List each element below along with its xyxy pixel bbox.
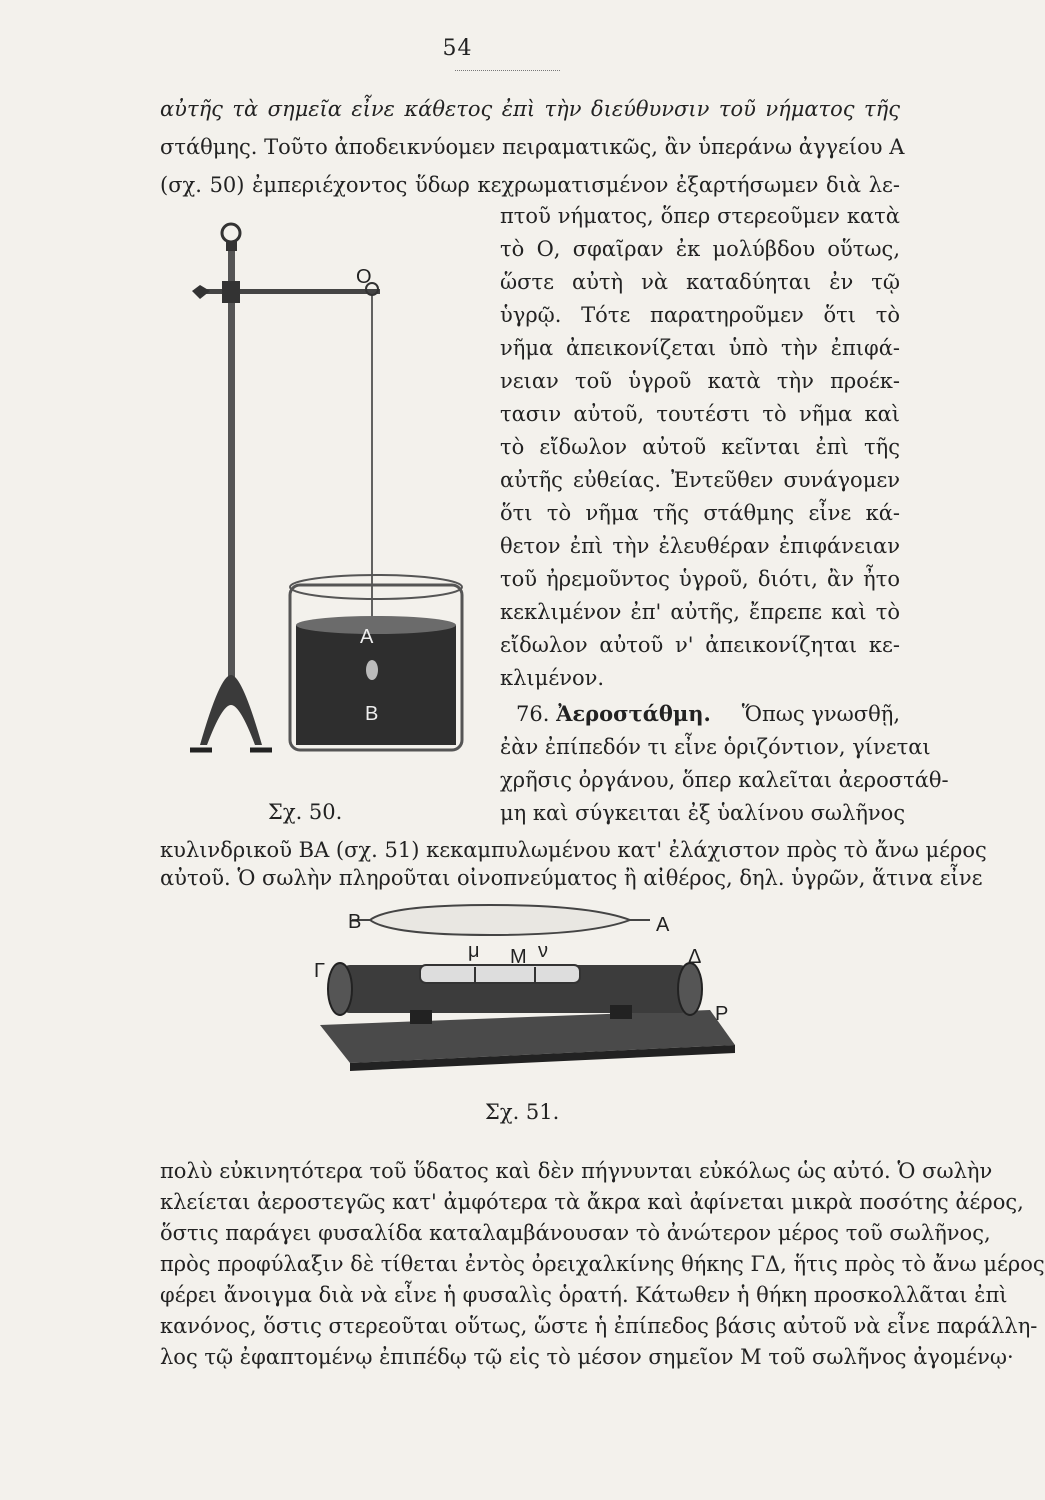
text-line: ὑγρῷ. Τότε παρατηροῦμεν ὅτι τὸ	[500, 303, 900, 327]
rod-screw-knob	[222, 224, 240, 242]
label-b: B	[365, 703, 379, 725]
text-line: χρῆσις ὀργάνου, ὅπερ καλεῖται ἀεροστάθ-	[500, 768, 949, 792]
text-line: ὅστις παράγει φυσαλίδα καταλαμβάνουσαν τὸ ἀνώτερον μέρος τοῦ σωλῆνος,	[160, 1221, 991, 1245]
text-line: τασιν αὐτοῦ, τουτέστι τὸ νῆμα καὶ	[500, 402, 900, 426]
text-line: θετον ἐπὶ τὴν ἐλευθέραν ἐπιφάνειαν	[500, 534, 900, 558]
colored-liquid	[296, 625, 456, 745]
label-nu: ν	[538, 940, 548, 962]
text-line: νῆμα ἀπεικονίζεται ὑπὸ τὴν ἐπιφά-	[500, 336, 900, 360]
page-number-rule	[455, 70, 560, 71]
text-line: κλιμένον.	[500, 666, 605, 690]
text-line: νειαν τοῦ ὑγροῦ κατὰ τὴν προέκ-	[500, 369, 900, 393]
label-m: Μ	[510, 946, 527, 968]
text-line: εἴδωλον αὐτοῦ ν' ἀπεικονίζηται κε-	[500, 633, 900, 657]
text-line: φέρει ἄνοιγμα διὰ νὰ εἶνε ἡ φυσαλὶς ὁρατή. Κάτωθεν ἡ θήκη προσκολλᾶται ἐπὶ	[160, 1283, 1008, 1307]
label-alpha: Α	[656, 914, 670, 936]
section-title: Ἀεροστάθμη.	[556, 701, 711, 726]
figure-51-drawing	[290, 895, 760, 1085]
case-end-left	[328, 963, 352, 1015]
text-line: ὅτι τὸ νῆμα τῆς στάθμης εἶνε κά-	[500, 501, 900, 525]
arm-clamp	[222, 281, 240, 303]
text-line: ἐὰν ἐπίπεδόν τι εἶνε ὁριζόντιον, γίνεται	[500, 735, 931, 759]
text-line: τὸ Ο, σφαῖραν ἐκ μολύβδου οὕτως,	[500, 237, 900, 261]
page-number: 54	[442, 36, 473, 61]
text-line: κυλινδρικοῦ ΒΑ (σχ. 51) κεκαμπυλωμένου κατ' ἐλάχιστον πρὸς τὸ ἄνω μέρος	[160, 838, 987, 862]
mount-right	[610, 1005, 632, 1019]
label-delta: Δ	[688, 946, 702, 968]
label-beta: Β	[348, 911, 362, 933]
text-line: μη καὶ σύγκειται ἐξ ὑαλίνου σωλῆνος	[500, 801, 906, 825]
text-line: κλείεται ἀεροστεγῶς κατ' ἀμφότερα τὰ ἄκρα καὶ ἀφίνεται μικρὰ ποσότης ἀέρος,	[160, 1190, 1024, 1214]
label-mu: μ	[468, 940, 480, 962]
section-heading-line	[500, 700, 900, 728]
text-line: κεκλιμένον ἐπ' αὐτῆς, ἔπρεπε καὶ τὸ	[500, 600, 900, 624]
arm-thumbscrew	[192, 285, 210, 299]
text-line: πολὺ εὐκινητότερα τοῦ ὕδατος καὶ δὲν πήγνυνται εὐκόλως ὡς αὐτό. Ὁ σωλὴν	[160, 1159, 993, 1183]
text-line: τοῦ ἠρεμοῦντος ὑγροῦ, διότι, ἂν ἦτο	[500, 567, 900, 591]
rod-clamp-top	[226, 241, 237, 251]
text-line: αὐτῆς τὰ σημεῖα εἶνε κάθετος ἐπὶ τὴν διεύθυνσιν τοῦ νήματος τῆς	[160, 97, 900, 121]
stand-rod	[228, 245, 235, 685]
figure-50-caption: Σχ. 50.	[268, 800, 343, 824]
case-end-right	[678, 963, 702, 1015]
figure-51-caption: Σχ. 51.	[485, 1100, 560, 1124]
text-line: ὥστε αὐτὴ νὰ καταδύηται ἐν τῷ	[500, 270, 900, 294]
beaker-rim	[290, 575, 462, 599]
label-a: A	[360, 626, 374, 648]
text-line: πτοῦ νήματος, ὅπερ στερεοῦμεν κατὰ	[500, 204, 900, 228]
liquid-surface	[296, 616, 456, 634]
label-gamma: Γ	[314, 960, 326, 982]
text-line: τὸ εἴδωλον αὐτοῦ κεῖνται ἐπὶ τῆς	[500, 435, 900, 459]
glass-tube	[370, 905, 630, 935]
stand-base	[200, 675, 262, 745]
text-line: κανόνος, ὅστις στερεοῦται οὕτως, ὥστε ἡ ἐπίπεδος βάσις αὐτοῦ νὰ εἶνε παράλλη-	[160, 1314, 1038, 1338]
plumb-bob	[366, 660, 378, 680]
section-number: 76.	[516, 702, 550, 726]
text-line: λος τῷ ἐφαπτομένῳ ἐπιπέδῳ τῷ εἰς τὸ μέσον σημεῖον Μ τοῦ σωλῆνος ἀγομένῳ·	[160, 1345, 1014, 1369]
figure-51-spirit-level	[290, 895, 760, 1085]
text-line: αὐτῆς εὐθείας. Ἐντεῦθεν συνάγομεν	[500, 468, 900, 492]
mount-left	[410, 1010, 432, 1024]
label-o: O	[356, 266, 372, 288]
text-line: στάθμης. Τοῦτο ἀποδεικνύομεν πειραματικῶς, ἂν ὑπεράνω ἀγγείου Α	[160, 135, 905, 159]
text-line: (σχ. 50) ἐμπεριέχοντος ὕδωρ κεχρωματισμένον ἐξαρτήσωμεν διὰ λε-	[160, 173, 900, 197]
text-line: πρὸς προφύλαξιν δὲ τίθεται ἐντὸς ὀρειχαλκίνης θήκης ΓΔ, ἥτις πρὸς τὸ ἄνω μέρος	[160, 1252, 1045, 1276]
figure-50-drawing	[160, 205, 490, 795]
figure-50-plumb-line-apparatus	[160, 205, 490, 795]
text-line: αὐτοῦ. Ὁ σωλὴν πληροῦται οἰνοπνεύματος ἢ αἰθέρος, δηλ. ὑγρῶν, ἅτινα εἶνε	[160, 866, 983, 890]
section-first-text: Ὅπως γνωσθῇ,	[741, 702, 900, 726]
bubble-window	[420, 965, 580, 983]
label-rho: Ρ	[715, 1003, 729, 1025]
